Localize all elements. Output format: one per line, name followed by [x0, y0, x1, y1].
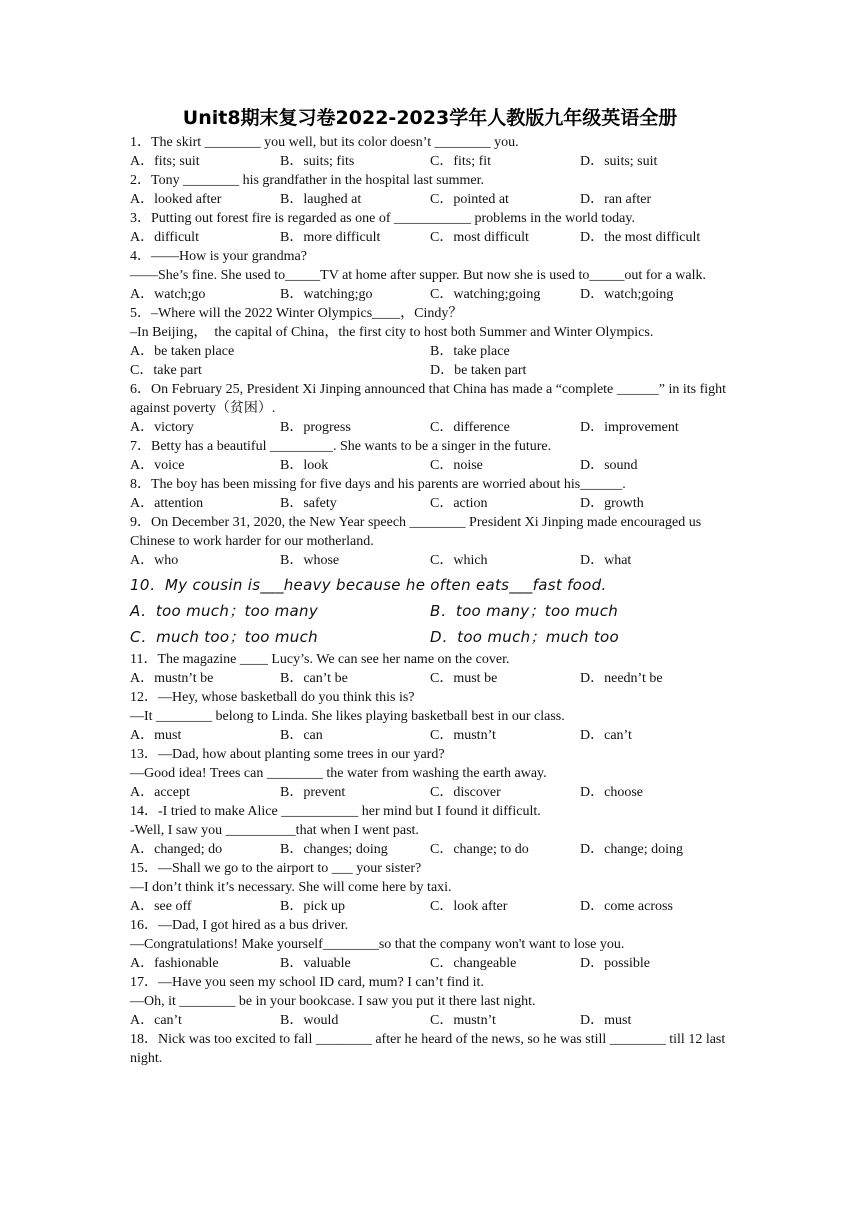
answer-options: [130, 669, 734, 688]
option-b: B．can’t be: [280, 671, 348, 686]
option-c: C．fits; fit: [430, 154, 492, 169]
question-stem: 6．On February 25, President Xi Jinping announced that China has made a “complete ______” in its fight against poverty（贫困）.: [130, 382, 730, 416]
answer-options: [130, 783, 734, 802]
option-b: B．look: [280, 458, 329, 473]
option-b: B．too many；too much: [430, 602, 619, 620]
option-a: A．accept: [130, 785, 190, 800]
option-c: C．which: [430, 553, 488, 568]
question-stem-line: —It ________ belong to Linda. She likes playing basketball best in our class.: [130, 709, 565, 724]
option-b: B．more difficult: [280, 230, 381, 245]
question-stem: 13．—Dad, how about planting some trees in our yard?: [130, 747, 445, 762]
option-a: A．see off: [130, 899, 192, 914]
option-a: A．fashionable: [130, 956, 219, 971]
option-c: C．changeable: [430, 956, 517, 971]
option-a: A．fits; suit: [130, 154, 200, 169]
question-stem: 5．–Where will the 2022 Winter Olympics____，Cindy？: [130, 306, 463, 321]
option-b: B．take place: [430, 344, 510, 359]
question-stem: 2．Tony ________ his grandfather in the hospital last summer.: [130, 173, 485, 188]
answer-options: [130, 551, 734, 570]
answer-options: [130, 152, 734, 171]
option-b: B．safety: [280, 496, 337, 511]
option-c: C．must be: [430, 671, 498, 686]
question-stem-line: —Good idea! Trees can ________ the water from washing the earth away.: [130, 766, 547, 781]
option-c: C．look after: [430, 899, 508, 914]
option-a: A．too much；too many: [130, 602, 319, 620]
question-stem: 10．My cousin is___heavy because he often eats___fast food.: [130, 576, 607, 594]
option-d: D．sound: [580, 458, 638, 473]
option-a: A．be taken place: [130, 344, 235, 359]
question-15: [130, 859, 734, 916]
question-2: [130, 171, 734, 209]
option-b: B．would: [280, 1013, 339, 1028]
option-a: A．changed; do: [130, 842, 223, 857]
answer-options: [130, 954, 734, 973]
answer-options: [130, 285, 734, 304]
question-stem-line: -Well, I saw you __________that when I went past.: [130, 823, 419, 838]
option-c: C．pointed at: [430, 192, 509, 207]
option-c: C．action: [430, 496, 488, 511]
answer-options: [130, 897, 734, 916]
question-5: [130, 304, 734, 380]
option-d: D．ran after: [580, 192, 652, 207]
question-stem-line: ——She’s fine. She used to_____TV at home after supper. But now she is used to_____out for a walk.: [130, 268, 706, 283]
question-stem: 7．Betty has a beautiful _________. She wants to be a singer in the future.: [130, 439, 552, 454]
answer-options: [130, 624, 734, 650]
answer-options: [130, 840, 734, 859]
option-b: B．changes; doing: [280, 842, 388, 857]
option-d: D．growth: [580, 496, 644, 511]
option-d: D．choose: [580, 785, 643, 800]
option-a: A．looked after: [130, 192, 222, 207]
question-7: [130, 437, 734, 475]
option-d: D．possible: [580, 956, 650, 971]
question-6: [130, 380, 734, 437]
option-c: C．discover: [430, 785, 501, 800]
question-1: [130, 133, 734, 171]
question-stem: 16．—Dad, I got hired as a bus driver.: [130, 918, 349, 933]
option-b: B．whose: [280, 553, 340, 568]
answer-options: [130, 726, 734, 745]
option-b: B．watching;go: [280, 287, 373, 302]
question-18: [130, 1030, 734, 1068]
question-8: [130, 475, 734, 513]
question-stem: 14．-I tried to make Alice ___________ her mind but I found it difficult.: [130, 804, 541, 819]
answer-options: [130, 228, 734, 247]
question-stem: 1．The skirt ________ you well, but its color doesn’t ________ you.: [130, 135, 519, 150]
question-17: [130, 973, 734, 1030]
option-d: D．needn’t be: [580, 671, 663, 686]
question-12: [130, 688, 734, 745]
question-stem: 17．—Have you seen my school ID card, mum? I can’t find it.: [130, 975, 484, 990]
option-b: B．suits; fits: [280, 154, 355, 169]
option-d: D．must: [580, 1013, 632, 1028]
option-a: A．difficult: [130, 230, 199, 245]
question-11: [130, 650, 734, 688]
option-a: A．must: [130, 728, 182, 743]
option-d: D．can’t: [580, 728, 632, 743]
answer-options: [130, 190, 734, 209]
option-b: B．laughed at: [280, 192, 362, 207]
answer-options: [130, 598, 734, 624]
option-c: C．change; to do: [430, 842, 529, 857]
question-4: [130, 247, 734, 304]
option-d: D．watch;going: [580, 287, 674, 302]
answer-options: [130, 456, 734, 475]
question-stem: 9．On December 31, 2020, the New Year speech ________ President Xi Jinping made encouraged us Chinese to work harder for our motherland.: [130, 515, 705, 549]
option-a: A．watch;go: [130, 287, 206, 302]
option-a: A．voice: [130, 458, 185, 473]
question-stem-line: —Congratulations! Make yourself________so that the company won't want to lose you.: [130, 937, 625, 952]
option-c: C．mustn’t: [430, 1013, 496, 1028]
option-c: C．difference: [430, 420, 510, 435]
option-d: D．too much；much too: [430, 628, 620, 646]
question-13: [130, 745, 734, 802]
question-stem: 8．The boy has been missing for five days and his parents are worried about his______.: [130, 477, 626, 492]
option-c: C．most difficult: [430, 230, 529, 245]
option-a: A．attention: [130, 496, 204, 511]
question-stem: 15．—Shall we go to the airport to ___ your sister?: [130, 861, 422, 876]
answer-options: [130, 1011, 734, 1030]
option-d: D．improvement: [580, 420, 679, 435]
option-a: A．can’t: [130, 1013, 182, 1028]
option-c: C．noise: [430, 458, 483, 473]
option-a: A．who: [130, 553, 179, 568]
answer-options: [130, 494, 734, 513]
option-d: D．change; doing: [580, 842, 684, 857]
question-3: [130, 209, 734, 247]
option-b: B．can: [280, 728, 323, 743]
question-10: [130, 572, 734, 650]
option-b: B．prevent: [280, 785, 346, 800]
answer-options: [130, 342, 734, 361]
option-d: D．the most difficult: [580, 230, 701, 245]
option-c: C．mustn’t: [430, 728, 496, 743]
question-list: [130, 133, 734, 1068]
option-c: C．take part: [130, 363, 202, 378]
option-d: D．what: [580, 553, 632, 568]
question-9: [130, 513, 734, 570]
question-stem: 12．—Hey, whose basketball do you think this is?: [130, 690, 415, 705]
option-d: D．suits; suit: [580, 154, 658, 169]
answer-options: [130, 418, 734, 437]
option-b: B．valuable: [280, 956, 351, 971]
question-14: [130, 802, 734, 859]
question-stem: 11．The magazine ____ Lucy’s. We can see her name on the cover.: [130, 652, 510, 667]
option-d: D．come across: [580, 899, 673, 914]
question-stem-line: —I don’t think it’s necessary. She will come here by taxi.: [130, 880, 452, 895]
option-c: C．much too；too much: [130, 628, 318, 646]
question-stem: 4．——How is your grandma?: [130, 249, 307, 264]
option-b: B．pick up: [280, 899, 345, 914]
question-stem-line: —Oh, it ________ be in your bookcase. I saw you put it there last night.: [130, 994, 536, 1009]
option-b: B．progress: [280, 420, 351, 435]
option-a: A．mustn’t be: [130, 671, 214, 686]
option-c: C．watching;going: [430, 287, 541, 302]
question-stem: 18．Nick was too excited to fall ________ after he heard of the news, so he was still ________ till 12 last night.: [130, 1032, 729, 1066]
option-d: D．be taken part: [430, 363, 527, 378]
question-stem-line: –In Beijing， the capital of China，the first city to host both Summer and Winter Olympics.: [130, 325, 654, 340]
answer-options: [130, 361, 734, 380]
question-stem: 3．Putting out forest fire is regarded as one of ___________ problems in the world today.: [130, 211, 635, 226]
page-title: Unit8期末复习卷2022-2023学年人教版九年级英语全册: [182, 107, 678, 129]
option-a: A．victory: [130, 420, 194, 435]
question-16: [130, 916, 734, 973]
